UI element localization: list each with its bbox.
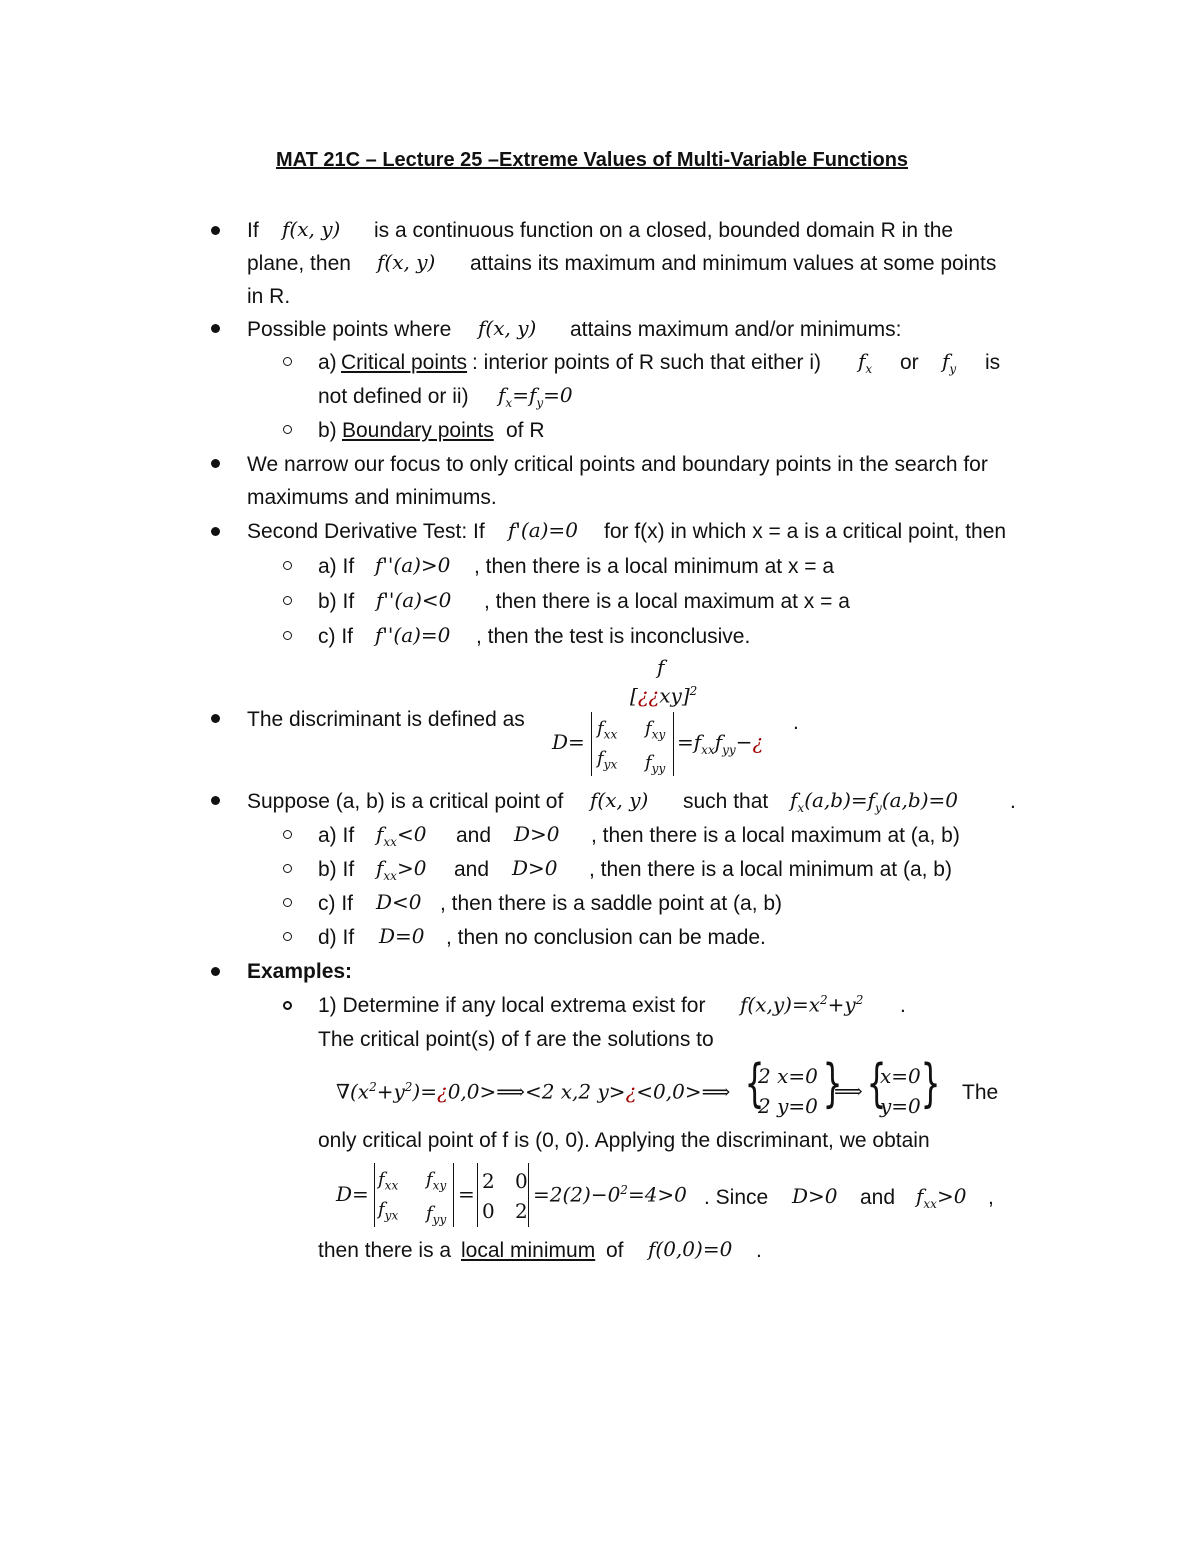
left-brace: { bbox=[744, 1054, 765, 1114]
b2-critical-points: Critical points bbox=[341, 351, 468, 374]
b4-s2a: b) If bbox=[318, 590, 355, 613]
math-garbled: ¿¿ bbox=[637, 683, 660, 708]
math-bracket-expr: [¿¿xy]$^2$ bbox=[630, 683, 698, 708]
left-brace: { bbox=[866, 1054, 887, 1114]
math-fyy: $f_{yy}$ bbox=[426, 1203, 447, 1227]
ex1-and: and bbox=[860, 1186, 896, 1209]
b2-s1a: a) bbox=[318, 351, 337, 374]
math-f00: f(0,0)=0 bbox=[648, 1237, 733, 1261]
math-fyx: $f_{yx}$ bbox=[378, 1199, 399, 1223]
sub-bullet-circle bbox=[283, 864, 292, 873]
ex1-local-minimum: local minimum bbox=[461, 1239, 596, 1262]
b1-if: If bbox=[247, 219, 259, 242]
math-fyy: $f_{yy}$ bbox=[645, 752, 666, 776]
math-fxx: $f_{xx}$ bbox=[597, 718, 618, 742]
b4-s3b: , then the test is inconclusive. bbox=[476, 625, 751, 648]
b2-s1c: not defined or ii) bbox=[318, 385, 469, 408]
math-calc-a: =2(2)−0 bbox=[533, 1182, 621, 1207]
math-disc-tail: $=f_{xx}f_{yy}-¿$ bbox=[677, 730, 764, 757]
math-garbled: ¿ bbox=[752, 730, 764, 754]
ex1-l6b: of bbox=[606, 1239, 624, 1262]
math-D-gt0: D>0 bbox=[792, 1184, 838, 1208]
b2-s1b: : interior points of R such that either i) bbox=[472, 351, 821, 374]
b1-text1: is a continuous function on a closed, bounded domain R in the bbox=[374, 219, 954, 242]
b6-b: such that bbox=[683, 790, 769, 813]
math-sys-x: x=0 bbox=[880, 1064, 921, 1088]
b1-text2b: attains its maximum and minimum values at some points bbox=[470, 252, 997, 275]
b3-l2: maximums and minimums. bbox=[247, 486, 497, 509]
math-fy: $f_y$ bbox=[942, 349, 957, 376]
b6-s1b: , then there is a local maximum at (a, b) bbox=[591, 824, 960, 847]
b4-b: for f(x) in which x = a is a critical point, then bbox=[604, 520, 1007, 543]
math-sys-2y: 2 y=0 bbox=[758, 1094, 818, 1118]
math-calc: $=2(2)-0^2=4>0$ bbox=[533, 1182, 687, 1207]
b5-text: The discriminant is defined as bbox=[247, 708, 525, 731]
math-D-gt0: D>0 bbox=[512, 856, 558, 880]
ex1-line2: The critical point(s) of f are the solutions to bbox=[318, 1028, 714, 1051]
b6-s1a: a) If bbox=[318, 824, 355, 847]
determinant-bar bbox=[374, 1163, 375, 1227]
math-fxy-entry: $f_{xy}$ bbox=[426, 1169, 447, 1193]
b6-s3b: , then there is a saddle point at (a, b) bbox=[440, 892, 783, 915]
bullet-dot bbox=[211, 714, 220, 723]
sub-bullet-circle bbox=[283, 425, 292, 434]
ex1-line4: only critical point of f is (0, 0). Applying the discriminant, we obtain bbox=[318, 1129, 930, 1152]
math-fxy: f(x, y) bbox=[282, 217, 341, 241]
math-f-def: $f(x,y)=x^2+y^2$ bbox=[740, 992, 864, 1017]
matrix-entry: 2 bbox=[482, 1169, 495, 1193]
bullet-dot bbox=[211, 967, 220, 976]
sub-bullet-circle bbox=[283, 357, 292, 366]
math-fxx-gt0: $f_{xx}>0$ bbox=[916, 1184, 967, 1211]
b2-text-b: attains maximum and/or minimums: bbox=[570, 318, 902, 341]
b4-a: Second Derivative Test: If bbox=[247, 520, 485, 543]
b6-a: Suppose (a, b) is a critical point of bbox=[247, 790, 564, 813]
math-calc-b: =4>0 bbox=[627, 1182, 687, 1207]
b6-and: and bbox=[454, 858, 490, 881]
bullet-dot bbox=[211, 796, 220, 805]
ex1-l6a: then there is a bbox=[318, 1239, 452, 1262]
math-fpp-gt: f''(a)>0 bbox=[375, 553, 451, 577]
determinant-bar bbox=[528, 1163, 529, 1227]
ex1-text: 1) Determine if any local extrema exist for bbox=[318, 994, 706, 1017]
math-f-top: f bbox=[657, 655, 665, 679]
determinant-bar bbox=[673, 712, 674, 776]
math-D-gt0: D>0 bbox=[514, 822, 560, 846]
math-sys-y: y=0 bbox=[880, 1094, 921, 1118]
ex1-l6c: . bbox=[756, 1239, 762, 1262]
b6-and: and bbox=[456, 824, 492, 847]
math-implies: ⟹ bbox=[834, 1079, 863, 1103]
b4-s1a: a) If bbox=[318, 555, 355, 578]
math-D-eq0: D=0 bbox=[379, 924, 425, 948]
b5-dot: . bbox=[793, 711, 799, 734]
math-fpp-eq: f''(a)=0 bbox=[375, 623, 451, 647]
determinant-bar bbox=[591, 712, 592, 776]
examples-heading: Examples: bbox=[247, 960, 353, 983]
ex1-comma: , bbox=[988, 1186, 994, 1209]
math-fpp-lt: f''(a)<0 bbox=[376, 588, 452, 612]
b6-s4b: , then no conclusion can be made. bbox=[446, 926, 766, 949]
math-fxx: $f_{xx}$ bbox=[378, 1169, 399, 1193]
b1-text3: in R. bbox=[247, 285, 291, 308]
b2-boundary-points: Boundary points bbox=[342, 419, 494, 442]
b2-is: is bbox=[985, 351, 1001, 374]
math-fx-eq-fy: $f_x=f_y=0$ bbox=[498, 383, 573, 410]
b4-s1b: , then there is a local minimum at x = a bbox=[474, 555, 835, 578]
math-D: D= bbox=[336, 1182, 369, 1206]
sub-bullet-circle bbox=[283, 898, 292, 907]
math-D-lt0: D<0 bbox=[376, 890, 422, 914]
sub-bullet-circle bbox=[283, 631, 292, 640]
bullet-dot bbox=[211, 459, 220, 468]
math-fyx: $f_{yx}$ bbox=[597, 748, 618, 772]
math-eq-zero: =0 bbox=[543, 383, 573, 407]
b3-l1: We narrow our focus to only critical points and boundary points in the search for bbox=[247, 453, 988, 476]
sub-bullet-circle bbox=[283, 830, 292, 839]
b2-s2b: of R bbox=[506, 419, 545, 442]
b6-s2a: b) If bbox=[318, 858, 355, 881]
math-fx-fy-ab: $f_x(a,b)=f_y(a,b)=0$ bbox=[790, 788, 958, 815]
math-sys-2x: 2 x=0 bbox=[758, 1064, 818, 1088]
math-fxy: f(x, y) bbox=[377, 250, 436, 274]
matrix-entry: 0 bbox=[515, 1169, 528, 1193]
right-brace: } bbox=[822, 1054, 843, 1114]
math-fxx-lt0: $f_{xx}<0$ bbox=[376, 822, 427, 849]
sub-bullet-circle bbox=[283, 596, 292, 605]
b6-s4a: d) If bbox=[318, 926, 355, 949]
math-fprime: f'(a)=0 bbox=[508, 518, 578, 542]
right-brace: } bbox=[920, 1054, 941, 1114]
ex1-since: . Since bbox=[704, 1186, 769, 1209]
b6-s3a: c) If bbox=[318, 892, 353, 915]
b2-or: or bbox=[900, 351, 919, 374]
bullet-dot bbox=[211, 226, 220, 235]
matrix-entry: 0 bbox=[482, 1199, 495, 1223]
determinant-bar bbox=[477, 1163, 478, 1227]
bullet-dot bbox=[211, 324, 220, 333]
math-fxy: f(x, y) bbox=[478, 316, 537, 340]
sub-bullet-circle bbox=[283, 932, 292, 941]
b2-text-a: Possible points where bbox=[247, 318, 452, 341]
math-minus: − bbox=[735, 730, 753, 754]
math-fxy: f(x, y) bbox=[590, 788, 649, 812]
math-gt0: >0 bbox=[936, 1184, 967, 1208]
math-gradient: $\nabla(x^2+y^2)=¿0,0>⟹<2$ x,2 y>¿<0,0>⟹ bbox=[336, 1079, 731, 1104]
bullet-dot bbox=[211, 527, 220, 536]
determinant-bar bbox=[453, 1163, 454, 1227]
b2-s2a: b) bbox=[318, 419, 337, 442]
b6-s2b: , then there is a local minimum at (a, b) bbox=[589, 858, 952, 881]
ex1-the: The bbox=[962, 1081, 999, 1104]
b1-text2a: plane, then bbox=[247, 252, 351, 275]
math-eq: = bbox=[458, 1182, 475, 1206]
math-eq-f: =f bbox=[677, 730, 702, 754]
sub-bullet-circle bbox=[283, 1001, 292, 1010]
math-fxx-gt0: $f_{xx}>0$ bbox=[376, 856, 427, 883]
math-fxy-entry: $f_{xy}$ bbox=[645, 718, 666, 742]
math-D: D= bbox=[552, 730, 585, 754]
sub-bullet-circle bbox=[283, 561, 292, 570]
b4-s2b: , then there is a local maximum at x = a bbox=[484, 590, 850, 613]
page-title: MAT 21C – Lecture 25 –Extreme Values of Multi-Variable Functions bbox=[276, 149, 909, 171]
b6-c: . bbox=[1010, 790, 1016, 813]
math-fx: $f_x$ bbox=[858, 349, 873, 376]
matrix-entry: 2 bbox=[515, 1199, 528, 1223]
ex1-dot: . bbox=[900, 994, 906, 1017]
b4-s3a: c) If bbox=[318, 625, 353, 648]
